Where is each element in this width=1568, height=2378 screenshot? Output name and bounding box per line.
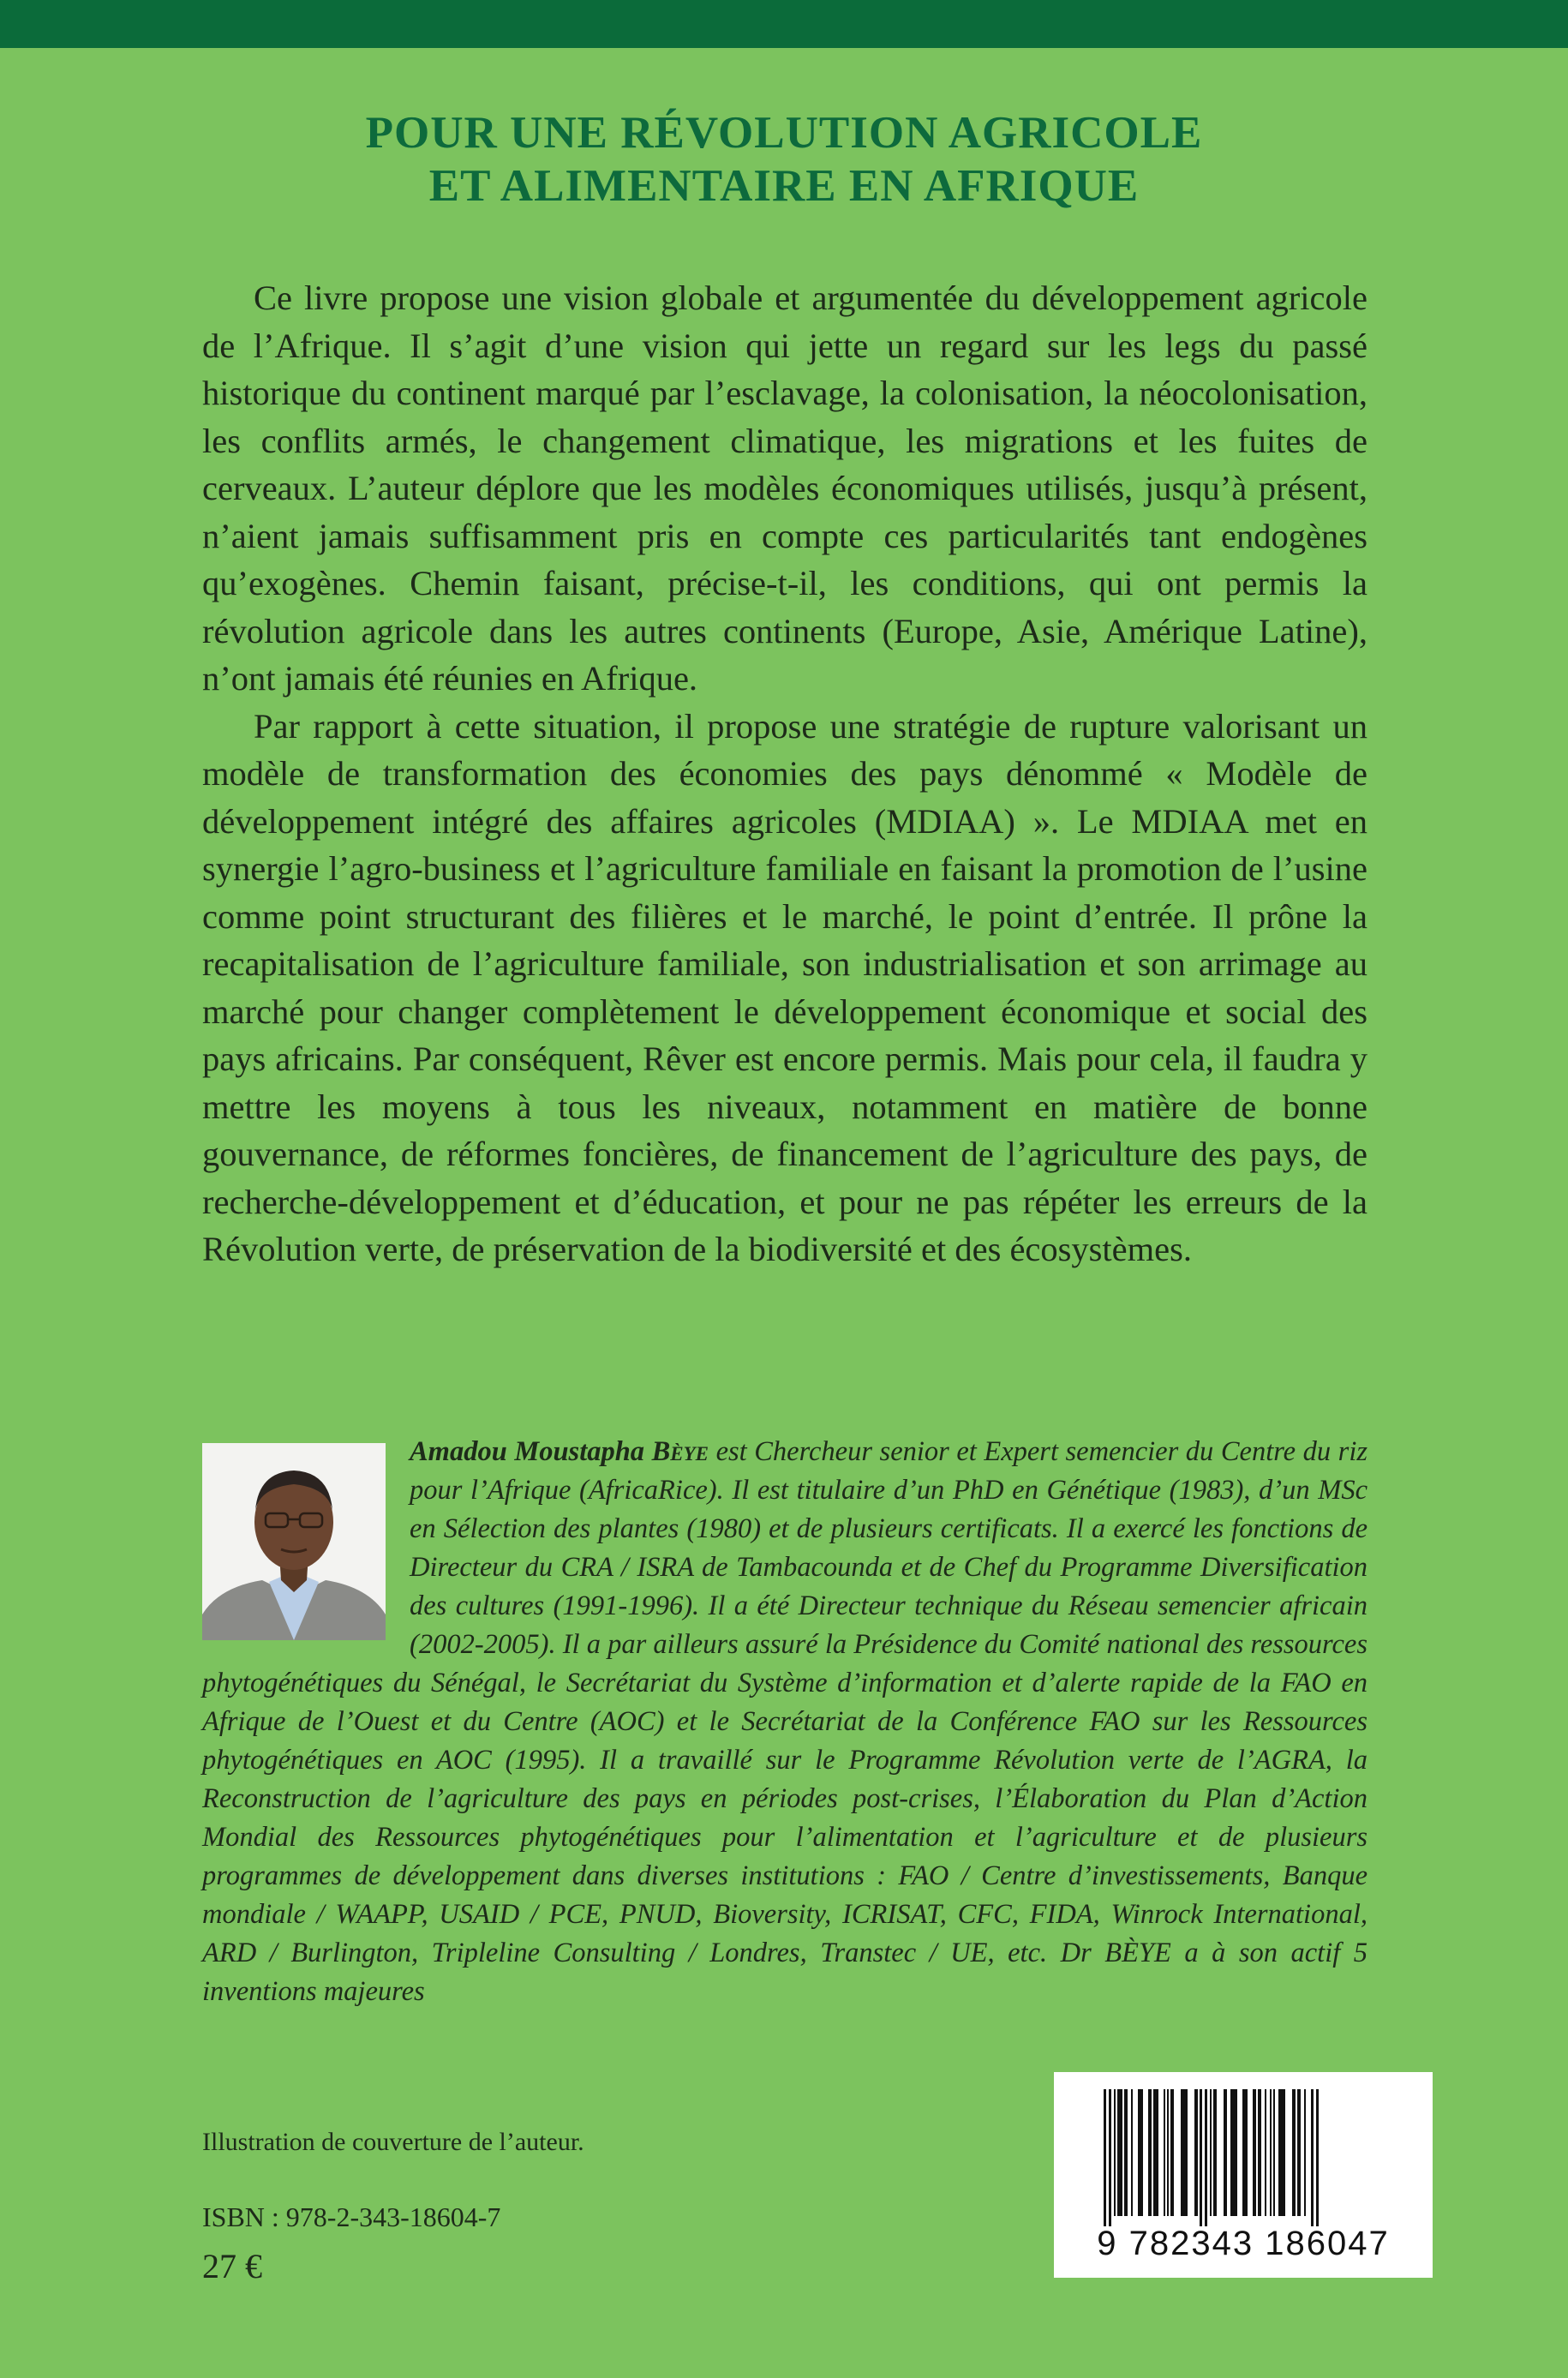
author-bio — [202, 1433, 1368, 2011]
author-name — [410, 1436, 709, 1467]
blurb-paragraph-1: Ce livre propose une vision globale et argumentée du développement agricole de l’Afrique. Il s’agit d’une vision qui jette un regard sur les legs du passé historique du continent marqué par l’esclavage, la colonisation, la néocolonisation, les conflits armés, le changement climatique, les migrations et les fuites de cerveaux. L’auteur déplore que les modèles économiques utilisés, jusqu’à présent, n’aient jamais suffisamment pris en compte ces particularités tant endogènes qu’exogènes. Chemin faisant, précise-t-il, les conditions, qui ont permis la révolution agricole dans les autres continents (Europe, Asie, Amérique Latine), n’ont jamais été réunies en Afrique. — [202, 279, 1368, 698]
book-title — [0, 106, 1568, 213]
barcode-bar — [1153, 2089, 1158, 2216]
barcode-bar — [1242, 2089, 1248, 2216]
barcode-bar — [1131, 2089, 1133, 2216]
blurb — [202, 274, 1368, 1273]
barcode-bar — [1117, 2089, 1122, 2216]
barcode-bar — [1253, 2089, 1256, 2216]
barcode-bars — [1054, 2072, 1433, 2226]
barcode-bar — [1138, 2089, 1143, 2216]
top-color-band — [0, 0, 1568, 48]
barcode-bar — [1304, 2089, 1306, 2216]
barcode-bar — [1124, 2089, 1128, 2216]
barcode-bar — [1114, 2089, 1116, 2216]
title-line-1: POUR UNE RÉVOLUTION AGRICOLE — [365, 108, 1203, 158]
barcode-bar — [1230, 2089, 1237, 2216]
barcode-bar — [1297, 2089, 1301, 2216]
barcode-bar — [1278, 2089, 1285, 2216]
price: 27 € — [202, 2247, 262, 2285]
barcode-bar — [1292, 2089, 1296, 2216]
barcode-guard-bar — [1311, 2089, 1314, 2226]
author-bio-body: est Chercheur senior et Expert semencier du Centre du riz pour l’Afrique (AfricaRice). Il est titulaire d’un PhD en Génétique (1983), d’un MSc en Sélection des plantes (1980) et de plusieurs certificats. Il a exercé les fonctions de Directeur du CRA / ISRA de Tambacounda et de Chef du Programme Diversification des cultures (1991-1996). Il a été Directeur technique du Réseau semencier africain (2002-2005). Il a par ailleurs assuré la Présidence du Comité national des ressources phytogénétiques du Sénégal, le Secrétariat du Système d’information et d’alerte rapide de la FAO en Afrique de l’Ouest et du Centre (AOC) et le Secrétariat de la Conférence FAO sur les Ressources phytogénétiques en AOC (1995). Il a travaillé sur le Programme Révolution verte de l’AGRA, la Reconstruction de l’agriculture des pays en périodes post-crises, l’Élaboration du Plan d’Action Mondial des Ressources phytogénétiques pour l’alimentation et l’agriculture et de plusieurs programmes de développement dans diverses institutions : FAO / Centre d’investissements, Banque mondiale / WAAPP, USAID / PCE, PNUD, Bioversity, ICRISAT, CFC, FIDA, Winrock International, ARD / Burlington, Tripleline Consulting / Londres, Transtec / UE, etc. Dr BÈYE a à son actif 5 inventions majeures — [202, 1436, 1368, 2007]
barcode-bar — [1170, 2089, 1174, 2216]
barcode-guard-bar — [1316, 2089, 1319, 2226]
barcode-bar — [1167, 2089, 1169, 2216]
barcode-guard-bar — [1200, 2089, 1202, 2226]
author-portrait-image — [202, 1443, 386, 1640]
barcode-bar — [1270, 2089, 1272, 2216]
barcode-bar — [1265, 2089, 1266, 2216]
barcode-guard-bar — [1109, 2089, 1111, 2226]
barcode-bar — [1148, 2089, 1152, 2216]
barcode-bar — [1194, 2089, 1198, 2216]
isbn: ISBN : 978-2-343-18604-7 — [202, 2201, 501, 2232]
author-surname: Bèye — [651, 1436, 709, 1467]
barcode-bar — [1164, 2089, 1165, 2216]
barcode-bar — [1224, 2089, 1227, 2216]
title-line-2: ET ALIMENTAIRE EN AFRIQUE — [428, 161, 1140, 211]
barcode-bar — [1181, 2089, 1188, 2216]
barcode — [1054, 2072, 1433, 2278]
barcode-guard-bar — [1104, 2089, 1106, 2226]
barcode-bar — [1213, 2089, 1217, 2216]
barcode-bar — [1210, 2089, 1212, 2216]
author-first-names: Amadou Moustapha — [410, 1436, 645, 1467]
barcode-digits: 9 782343 186047 — [1097, 2225, 1390, 2262]
barcode-bar — [1273, 2089, 1275, 2216]
author-photo — [202, 1443, 386, 1640]
blurb-paragraph-2: Par rapport à cette situation, il propose une stratégie de rupture valorisant un modèle de transformation des économies des pays dénommé « Modèle de développement intégré des affaires agricoles (MDIAA) ». Le MDIAA met en synergie l’agro-business et l’agriculture familiale en faisant la promotion de l’usine comme point structurant des filières et le marché, le point d’entrée. Il prône la recapitalisation de l’agriculture familiale, son industrialisation et son arrimage au marché pour changer complètement le développement économique et social des pays africains. Par conséquent, Rêver est encore permis. Mais pour cela, il faudra y mettre les moyens à tous les niveaux, notamment en matière de bonne gouvernance, de réformes foncières, de financement de l’agriculture des pays, de recherche-développement et d’éducation, et pour ne pas répéter les erreurs de la Révolution verte, de préservation de la biodiversité et des écosystèmes. — [202, 706, 1368, 1268]
cover-illustration-credit: Illustration de couverture de l’auteur. — [202, 2128, 584, 2156]
barcode-bar — [1258, 2089, 1261, 2216]
barcode-guard-bar — [1205, 2089, 1207, 2226]
